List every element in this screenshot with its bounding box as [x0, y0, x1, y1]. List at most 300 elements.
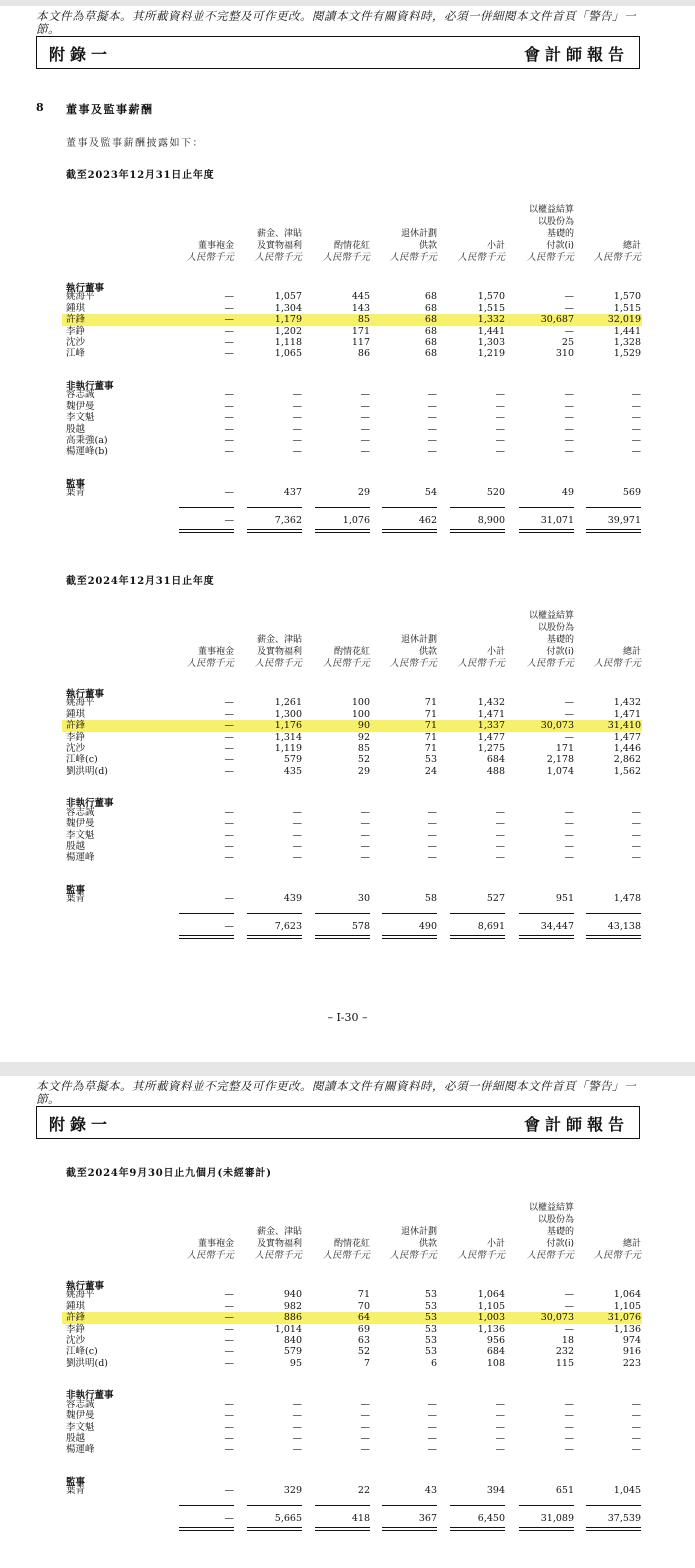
director-name: 沈沙 — [66, 337, 86, 348]
director-name: 葉青 — [66, 893, 86, 905]
value-cell: 30,073 — [540, 1312, 574, 1324]
value-cell: 1,328 — [613, 337, 641, 348]
subtotal-rule — [382, 507, 437, 508]
value-cell: 1,303 — [477, 337, 505, 348]
column-label: 總計 — [622, 647, 641, 657]
total-double-rule — [450, 935, 505, 939]
table-row — [62, 1346, 642, 1357]
column-unit: 人民幣千元 — [593, 1250, 641, 1261]
table-row — [62, 1289, 642, 1300]
value-cell: — — [224, 806, 234, 818]
value-cell: 31,410 — [607, 720, 641, 732]
value-cell: 437 — [283, 487, 302, 499]
director-name: 沈沙 — [66, 743, 86, 754]
value-cell: 1,105 — [477, 1300, 505, 1312]
value-cell: 1,337 — [477, 720, 505, 732]
column-unit: 人民幣千元 — [457, 252, 505, 263]
table-row — [62, 424, 642, 435]
value-cell: — — [292, 1421, 302, 1433]
director-name: 劉洪明(d) — [66, 1357, 108, 1369]
value-cell: 1,314 — [274, 731, 302, 743]
value-cell: 1,441 — [477, 325, 505, 337]
value-cell: — — [224, 852, 234, 864]
value-cell: — — [427, 400, 437, 412]
column-header-6 — [569, 646, 641, 670]
column-header-3 — [365, 228, 437, 264]
value-cell: — — [495, 852, 505, 864]
value-cell: 1,562 — [613, 765, 641, 777]
value-cell: 1,105 — [613, 1300, 641, 1312]
value-cell: 951 — [555, 893, 574, 905]
director-name: 李文魁 — [66, 412, 95, 424]
director-name: 楊運峰(b) — [66, 446, 108, 458]
total-double-rule — [586, 529, 641, 533]
value-cell: — — [224, 389, 234, 401]
value-cell: — — [292, 841, 302, 853]
value-cell: 63 — [357, 1335, 370, 1346]
column-label: 以權益結算 以股份為 基礎的 付款(i) — [528, 1203, 574, 1249]
value-cell: — — [564, 400, 574, 412]
column-header-4 — [433, 1238, 505, 1262]
value-cell: — — [564, 1300, 574, 1312]
value-cell: 1,477 — [477, 731, 505, 743]
table-row — [62, 766, 642, 777]
value-cell: — — [224, 1433, 234, 1445]
total-cell: 7,362 — [274, 514, 302, 526]
value-cell: — — [360, 1444, 370, 1456]
value-cell: — — [224, 720, 234, 732]
total-cell: 39,971 — [607, 514, 641, 526]
director-name: 劉洪明(d) — [66, 765, 108, 777]
table-row — [62, 1399, 642, 1410]
value-cell: 1,202 — [274, 325, 302, 337]
value-cell: 30,073 — [540, 720, 574, 732]
table-row — [62, 754, 642, 765]
value-cell: — — [631, 446, 641, 458]
column-label: 董事袍金 — [197, 241, 234, 251]
group-heading-executive: 執行董事 — [66, 1281, 105, 1292]
report-title-p2: 會計師報告 — [523, 1115, 629, 1134]
table-row — [62, 852, 642, 863]
value-cell: 1,441 — [613, 325, 641, 337]
value-cell: 684 — [486, 754, 505, 766]
value-cell: — — [427, 806, 437, 818]
total-double-rule — [586, 1527, 641, 1531]
director-name: 姚海平 — [66, 291, 95, 303]
value-cell: — — [224, 291, 234, 303]
total-double-rule — [179, 1527, 234, 1531]
column-label: 薪金、津貼 及實物福利 — [256, 635, 302, 657]
value-cell: 488 — [486, 765, 505, 777]
value-cell: — — [224, 1485, 234, 1497]
column-unit: 人民幣千元 — [593, 252, 641, 263]
director-name: 楊運峰 — [66, 1444, 95, 1456]
value-cell: — — [224, 325, 234, 337]
table-row — [62, 807, 642, 818]
section-intro: 董事及監事薪酬披露如下： — [66, 138, 204, 149]
column-label: 董事袍金 — [197, 647, 234, 657]
total-double-rule — [519, 1527, 574, 1531]
document-page-2 — [0, 1076, 695, 1568]
table-row — [62, 1335, 642, 1346]
total-cell: 5,665 — [274, 1512, 302, 1524]
table-row — [62, 893, 642, 904]
value-cell: — — [564, 1421, 574, 1433]
director-name: 容志誠 — [66, 806, 95, 818]
subtotal-rule — [179, 1505, 234, 1506]
value-cell: 85 — [357, 314, 370, 326]
table-row — [62, 1485, 642, 1496]
value-cell: 840 — [283, 1335, 302, 1346]
subtotal-rule — [586, 913, 641, 914]
table-row — [62, 841, 642, 852]
value-cell: 71 — [424, 697, 437, 709]
column-header-3 — [365, 634, 437, 670]
total-cell: 367 — [418, 1512, 437, 1524]
value-cell: — — [292, 806, 302, 818]
column-unit: 人民幣千元 — [457, 1250, 505, 1261]
column-label: 薪金、津貼 及實物福利 — [256, 229, 302, 251]
total-cell: 37,539 — [607, 1512, 641, 1524]
subtotal-rule — [315, 1505, 370, 1506]
value-cell: — — [224, 765, 234, 777]
value-cell: 64 — [357, 1312, 370, 1324]
value-cell: 171 — [555, 743, 574, 754]
value-cell: 527 — [486, 893, 505, 905]
total-double-rule — [315, 529, 370, 533]
page-header-box-p2 — [36, 1106, 640, 1139]
value-cell: — — [427, 1444, 437, 1456]
total-cell: 418 — [351, 1512, 370, 1524]
value-cell: 24 — [424, 765, 437, 777]
value-cell: — — [224, 743, 234, 754]
value-cell: 1,119 — [274, 743, 302, 754]
table-row — [62, 1444, 642, 1455]
value-cell: — — [224, 487, 234, 499]
value-cell: 1,014 — [274, 1323, 302, 1335]
value-cell: — — [564, 435, 574, 447]
column-header-0 — [162, 240, 234, 264]
column-label: 小計 — [486, 647, 505, 657]
total-row — [62, 921, 642, 932]
value-cell: — — [427, 1421, 437, 1433]
table-row — [62, 401, 642, 412]
total-cell: 43,138 — [607, 920, 641, 932]
value-cell: 1,446 — [613, 743, 641, 754]
value-cell: 68 — [424, 291, 437, 303]
subtotal-rule — [519, 913, 574, 914]
group-heading-executive: 執行董事 — [66, 689, 105, 700]
value-cell: — — [292, 1410, 302, 1422]
value-cell: — — [292, 446, 302, 458]
column-label: 總計 — [622, 1239, 641, 1249]
value-cell: — — [427, 446, 437, 458]
subtotal-rule — [519, 1505, 574, 1506]
column-unit: 人民幣千元 — [322, 252, 370, 263]
value-cell: 1,432 — [613, 697, 641, 709]
group-heading-non-executive: 非執行董事 — [66, 798, 114, 810]
column-header-3 — [365, 1226, 437, 1262]
column-header-0 — [162, 646, 234, 670]
column-label: 酌情花紅 — [333, 647, 370, 657]
director-name: 鍾琪 — [66, 1300, 86, 1312]
director-name: 李錚 — [66, 1323, 86, 1335]
value-cell: 31,076 — [607, 1312, 641, 1324]
total-cell: 8,900 — [477, 514, 505, 526]
value-cell: 1,003 — [477, 1312, 505, 1324]
value-cell: — — [224, 1357, 234, 1369]
value-cell: 232 — [555, 1346, 574, 1358]
value-cell: — — [224, 423, 234, 435]
value-cell: — — [224, 1300, 234, 1312]
column-unit: 人民幣千元 — [526, 1250, 574, 1261]
period-title: 截至2024年9月30日止九個月(未經審計) — [66, 1168, 272, 1179]
value-cell: — — [495, 400, 505, 412]
value-cell: — — [224, 1335, 234, 1346]
value-cell: 1,471 — [477, 708, 505, 720]
column-header-2 — [298, 1238, 370, 1262]
value-cell: 974 — [622, 1335, 641, 1346]
value-cell: — — [224, 893, 234, 905]
value-cell: — — [224, 1323, 234, 1335]
value-cell: 100 — [351, 708, 370, 720]
group-heading-supervisor: 監事 — [66, 1477, 86, 1489]
value-cell: — — [495, 446, 505, 458]
value-cell: 1,219 — [477, 348, 505, 360]
appendix-title-p2: 附錄一 — [49, 1115, 113, 1134]
value-cell: 651 — [555, 1485, 574, 1497]
value-cell: 86 — [357, 348, 370, 360]
subtotal-rule — [247, 507, 302, 508]
value-cell: 1,515 — [477, 302, 505, 314]
value-cell: — — [427, 1433, 437, 1445]
value-cell: 1,529 — [613, 348, 641, 360]
value-cell: — — [564, 389, 574, 401]
value-cell: 30 — [357, 893, 370, 905]
value-cell: — — [564, 1398, 574, 1410]
director-name: 江峰 — [66, 348, 86, 360]
subtotal-rule — [315, 913, 370, 914]
total-cell: — — [224, 1512, 234, 1524]
value-cell: — — [360, 435, 370, 447]
value-cell: 1,570 — [477, 291, 505, 303]
column-unit: 人民幣千元 — [186, 1250, 234, 1261]
value-cell: — — [224, 754, 234, 766]
value-cell: 53 — [424, 1312, 437, 1324]
value-cell: 310 — [555, 348, 574, 360]
column-label: 薪金、津貼 及實物福利 — [256, 1227, 302, 1249]
director-name: 李錚 — [66, 731, 86, 743]
value-cell: 30,687 — [540, 314, 574, 326]
value-cell: — — [564, 302, 574, 314]
column-header-5 — [502, 1202, 574, 1262]
value-cell: — — [224, 337, 234, 348]
value-cell: 49 — [561, 487, 574, 499]
total-cell: — — [224, 920, 234, 932]
value-cell: — — [564, 818, 574, 830]
table-row — [62, 743, 642, 754]
section-number: 8 — [36, 101, 44, 114]
value-cell: — — [292, 818, 302, 830]
total-double-rule — [315, 1527, 370, 1531]
subtotal-rule — [179, 913, 234, 914]
director-name: 姚海平 — [66, 697, 95, 709]
value-cell: — — [224, 302, 234, 314]
table-row — [62, 291, 642, 302]
group-heading-non-executive: 非執行董事 — [66, 1390, 114, 1402]
value-cell: 53 — [424, 1346, 437, 1358]
total-cell: 34,447 — [540, 920, 574, 932]
column-unit: 人民幣千元 — [389, 252, 437, 263]
value-cell: — — [292, 412, 302, 424]
value-cell: — — [427, 1398, 437, 1410]
value-cell: — — [224, 314, 234, 326]
column-unit: 人民幣千元 — [457, 658, 505, 669]
value-cell: 1,332 — [477, 314, 505, 326]
value-cell: 32,019 — [607, 314, 641, 326]
value-cell: 886 — [283, 1312, 302, 1324]
value-cell: — — [631, 435, 641, 447]
value-cell: — — [360, 852, 370, 864]
value-cell: — — [564, 291, 574, 303]
value-cell: 1,275 — [477, 743, 505, 754]
value-cell: — — [564, 1289, 574, 1301]
director-name: 許鋒 — [66, 314, 86, 326]
value-cell: 1,065 — [274, 348, 302, 360]
table-row — [62, 720, 642, 731]
total-cell: 8,691 — [477, 920, 505, 932]
column-label: 退休計劃 供款 — [400, 635, 437, 657]
value-cell: — — [495, 1398, 505, 1410]
total-cell: 462 — [418, 514, 437, 526]
subtotal-rule — [315, 507, 370, 508]
value-cell: 58 — [424, 893, 437, 905]
table-row — [62, 697, 642, 708]
value-cell: 71 — [357, 1289, 370, 1301]
column-header-5 — [502, 204, 574, 264]
total-double-rule — [519, 529, 574, 533]
value-cell: — — [292, 1444, 302, 1456]
table-row — [62, 732, 642, 743]
total-cell: — — [224, 514, 234, 526]
column-unit: 人民幣千元 — [389, 658, 437, 669]
value-cell: 579 — [283, 1346, 302, 1358]
director-name: 容志誠 — [66, 389, 95, 401]
value-cell: — — [360, 1433, 370, 1445]
column-label: 以權益結算 以股份為 基礎的 付款(i) — [528, 205, 574, 251]
total-double-rule — [315, 935, 370, 939]
director-name: 魏伊曼 — [66, 818, 95, 830]
column-label: 小計 — [486, 1239, 505, 1249]
value-cell: 43 — [424, 1485, 437, 1497]
document-page-1 — [0, 6, 695, 1062]
table-row — [62, 709, 642, 720]
value-cell: 394 — [486, 1485, 505, 1497]
value-cell: — — [224, 348, 234, 360]
value-cell: 53 — [424, 1289, 437, 1301]
subtotal-rule — [382, 913, 437, 914]
table-row — [62, 348, 642, 359]
value-cell: 1,261 — [274, 697, 302, 709]
value-cell: — — [360, 841, 370, 853]
value-cell: 18 — [561, 1335, 574, 1346]
table-row — [62, 1312, 642, 1323]
director-name: 葉青 — [66, 1485, 86, 1497]
subtotal-rule — [179, 507, 234, 508]
value-cell: 916 — [622, 1346, 641, 1358]
value-cell: — — [224, 1444, 234, 1456]
column-label: 總計 — [622, 241, 641, 251]
value-cell: — — [427, 829, 437, 841]
total-cell: 1,076 — [342, 514, 370, 526]
value-cell: — — [495, 829, 505, 841]
table-row — [62, 337, 642, 348]
value-cell: 2,862 — [613, 754, 641, 766]
value-cell: — — [292, 423, 302, 435]
value-cell: — — [631, 1410, 641, 1422]
value-cell: 71 — [424, 743, 437, 754]
value-cell: 439 — [283, 893, 302, 905]
director-name: 李文魁 — [66, 829, 95, 841]
value-cell: 1,118 — [274, 337, 302, 348]
column-header-1 — [230, 1226, 302, 1262]
value-cell: — — [224, 818, 234, 830]
value-cell: — — [631, 1398, 641, 1410]
column-header-2 — [298, 646, 370, 670]
value-cell: — — [564, 1323, 574, 1335]
appendix-title: 附錄一 — [49, 45, 113, 64]
table-row — [62, 389, 642, 400]
value-cell: — — [564, 423, 574, 435]
value-cell: — — [631, 841, 641, 853]
column-header-6 — [569, 240, 641, 264]
value-cell: 2,178 — [546, 754, 574, 766]
value-cell: — — [631, 423, 641, 435]
director-name: 殷越 — [66, 423, 86, 435]
value-cell: — — [427, 423, 437, 435]
value-cell: — — [224, 708, 234, 720]
viewer-page-gap — [0, 1062, 695, 1076]
value-cell: 92 — [357, 731, 370, 743]
value-cell: — — [292, 1398, 302, 1410]
value-cell: 1,300 — [274, 708, 302, 720]
value-cell: 1,432 — [477, 697, 505, 709]
table-row — [62, 1433, 642, 1444]
value-cell: — — [360, 1410, 370, 1422]
value-cell: — — [564, 1444, 574, 1456]
value-cell: 85 — [357, 743, 370, 754]
value-cell: 69 — [357, 1323, 370, 1335]
table-row — [62, 1422, 642, 1433]
value-cell: — — [427, 435, 437, 447]
value-cell: 1,477 — [613, 731, 641, 743]
section-title: 董事及監事薪酬 — [66, 103, 154, 116]
group-heading-non-executive: 非執行董事 — [66, 381, 114, 393]
total-double-rule — [450, 1527, 505, 1531]
table-row — [62, 830, 642, 841]
value-cell: — — [631, 852, 641, 864]
value-cell: 223 — [622, 1357, 641, 1369]
director-name: 姚海平 — [66, 1289, 95, 1301]
value-cell: 520 — [486, 487, 505, 499]
value-cell: — — [292, 435, 302, 447]
table-row — [62, 818, 642, 829]
subtotal-rule — [450, 507, 505, 508]
subtotal-rule — [247, 913, 302, 914]
value-cell: 25 — [561, 337, 574, 348]
value-cell: — — [495, 806, 505, 818]
table-row — [62, 1324, 642, 1335]
